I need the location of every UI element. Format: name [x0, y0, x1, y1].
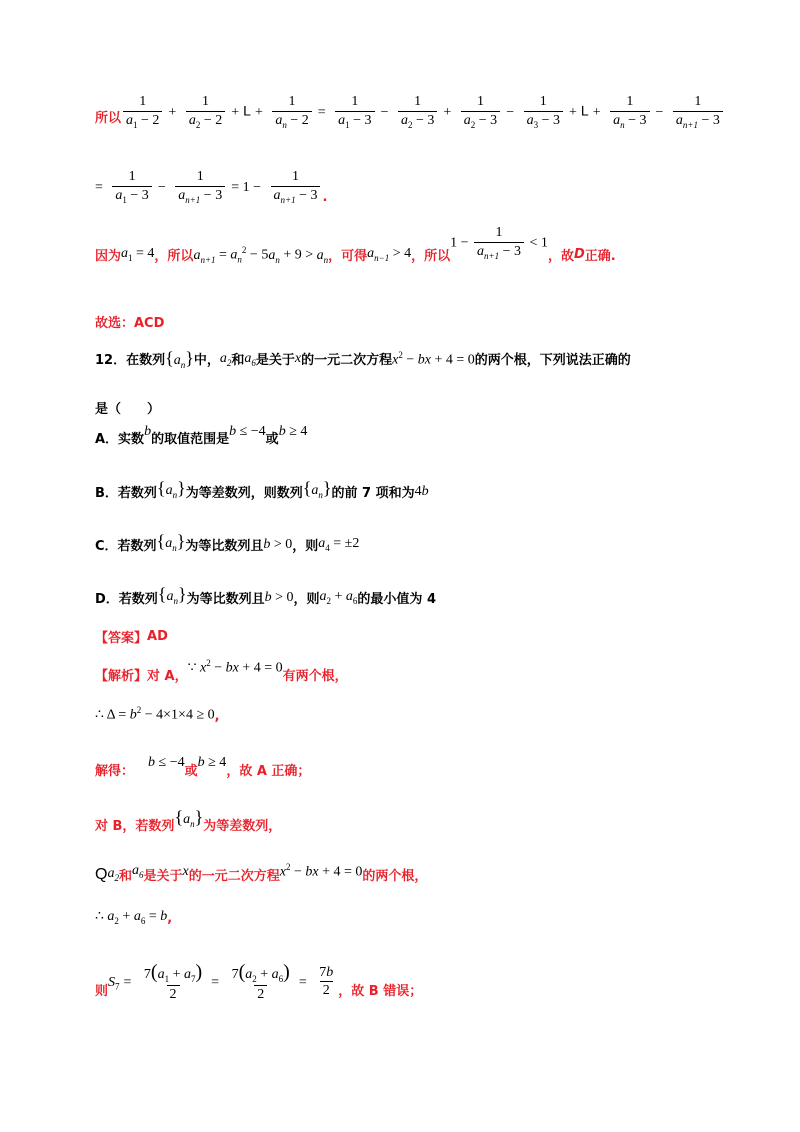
option-d-text-2: 的最小值为 4	[357, 592, 436, 607]
solve-label: 解得：	[95, 764, 135, 779]
answer-choice-text: 故选：ACD	[95, 316, 165, 331]
analysis-roots	[95, 862, 428, 884]
has-two-roots: 有两个根，	[282, 669, 348, 684]
for-b-label: 对 B，若数列	[95, 819, 175, 834]
solve-b-le: b ≤ −4	[148, 754, 185, 770]
b-gt-0: b > 0	[263, 536, 293, 552]
option-a	[95, 423, 308, 447]
solve-b-ge: b ≥ 4	[197, 754, 227, 770]
q12-tail: 的两个根，下列说法正确的	[474, 353, 631, 369]
b-le-neg4: b ≤ −4	[229, 423, 266, 439]
a-correct: ，故 A 正确；	[226, 764, 311, 779]
telescoping-sum-line	[95, 95, 725, 130]
option-b-label: B．若数列	[95, 486, 157, 501]
analysis-solve	[95, 754, 311, 779]
sum-equation: ∴ $a_2 + a_6 = b$	[95, 909, 168, 926]
seq-an-b: $\{a_n\}$	[156, 477, 186, 500]
and-analysis: 和	[118, 869, 132, 884]
analysis-for-b	[95, 806, 282, 834]
because-equation: ∵ $x^2$ − bx + 4 = 0	[187, 658, 283, 676]
option-d	[95, 583, 436, 607]
four-b: 4b	[414, 483, 429, 499]
telescoping-result: = $\frac{1}{a_1 - 3}$ − $\frac{1}{a_{n+1} - 3}$ = 1 − $\frac{1}{a_{n+1} - 3}$	[95, 170, 322, 205]
so-label-3: ，所以	[411, 249, 451, 265]
q12-blank: 是（ ）	[95, 402, 161, 417]
q-glyph: Q	[95, 865, 108, 883]
therefore-label: ，故	[547, 249, 574, 265]
b-gt-0-d: b > 0	[264, 589, 294, 605]
or-label-2: 或	[184, 764, 198, 779]
question-12-line-2	[95, 398, 160, 417]
comma: ,	[214, 708, 220, 724]
because-line	[95, 225, 616, 265]
then-label-c: ，则	[292, 539, 319, 554]
for-a-label: 对 A，	[147, 669, 188, 684]
answer-value: AD	[147, 629, 168, 644]
a2-analysis: $a_2$	[107, 866, 119, 883]
option-c-text: 为等比数列且	[185, 539, 264, 554]
delta-inequality: ∴ $\Delta = b^2 - 4\times 1\times 4 \ge 0$	[95, 705, 215, 723]
less-than-one: 1 − $\frac{1}{a_{n+1} - 3}$ < 1	[450, 225, 548, 261]
comma-2: ,	[167, 910, 173, 926]
b-ge-4: b ≥ 4	[278, 423, 308, 439]
b-wrong: ，故 B 错误；	[338, 984, 423, 1000]
telescoping-result-line	[95, 170, 327, 205]
an-greater-4: $a_{n-1} > 4$	[367, 246, 412, 264]
then-label: 则	[95, 984, 109, 1000]
option-b	[95, 477, 429, 501]
ellipsis-l-2: L	[580, 102, 589, 119]
period: .	[322, 189, 328, 205]
a1-equals-4: $a_1 = 4$	[121, 246, 155, 264]
x-variable: x	[294, 350, 302, 366]
because-label: 因为	[95, 249, 122, 265]
ellipsis-l: L	[243, 102, 251, 119]
option-b-text: 为等差数列，则数列	[185, 486, 303, 501]
two-roots-analysis: 的两个根，	[362, 869, 428, 884]
correct-label: 正确.	[584, 249, 616, 265]
equation-label: 的一元二次方程	[301, 353, 393, 369]
about-label: 是关于	[255, 353, 295, 369]
seq-an-c: $\{a_n\}$	[156, 530, 186, 553]
a2-plus-a6: $a_2 + a_6$	[319, 589, 358, 606]
so-label-2: ，所以	[154, 249, 194, 265]
thus-label: ，可得	[328, 249, 368, 265]
option-d-text: 为等比数列且	[186, 592, 265, 607]
analysis-line-1	[95, 658, 348, 684]
q12-middle: 中，	[193, 353, 220, 369]
a6-symbol: $a_6$	[244, 350, 256, 368]
or-label: 或	[265, 432, 279, 447]
option-b-text-2: 的前 7 项和为	[331, 486, 415, 501]
answer-line	[95, 627, 168, 646]
analysis-delta	[95, 705, 220, 724]
option-d-label: D．若数列	[95, 592, 158, 607]
quadratic-equation: $x^2$ − bx + 4 = 0	[392, 349, 475, 368]
x-analysis: x	[182, 863, 189, 879]
then-label-d: ，则	[293, 592, 320, 607]
choose-answer	[95, 312, 164, 331]
analysis-tag: 【解析】	[95, 669, 148, 684]
option-a-text: 的取值范围是	[151, 432, 230, 447]
seq-an-analysis: $\{a_n\}$	[174, 806, 204, 829]
q12-intro: 12．在数列	[95, 353, 166, 369]
answer-tag: 【答案】	[95, 631, 148, 646]
quadratic-analysis: $x^2$ − bx + 4 = 0	[279, 862, 363, 880]
seq-an-b2: $\{a_n\}$	[302, 477, 332, 500]
telescoping-expression: $\frac{1}{a_1 - 2}$ + $\frac{1}{a_2 - 2}$ + L + $\frac{1}{a_n - 2}$ = $\frac{1}{a_1 - 3}$ − $\frac{1}{a_2 - 3}$ + $\frac{1}{a_2 - 3}$ − $\frac{1}{a_3 - 3}$ + L + $\frac{1}{a_n - 3}$ − $\frac{1}{a_{n+1} - 3}$	[121, 95, 725, 130]
about-analysis: 是关于	[143, 869, 183, 884]
so-label: 所以	[95, 110, 122, 126]
a2-symbol: $a_2$	[219, 350, 232, 368]
eq-label-analysis: 的一元二次方程	[188, 869, 280, 884]
b-var: b	[144, 423, 152, 439]
a4-pm2: $a_4 = \pm 2$	[318, 536, 360, 553]
analysis-sum	[95, 908, 172, 926]
question-12-line-1	[95, 348, 631, 370]
seq-an-d: $\{a_n\}$	[157, 583, 187, 606]
option-a-label: A．实数	[95, 432, 145, 447]
option-c	[95, 530, 360, 554]
recurrence-inequality: $a_{n+1} = a_n^2 - 5a_n + 9 > a_n$	[193, 245, 329, 265]
option-d-mark: D	[573, 247, 585, 263]
a6-analysis: $a_6$	[131, 863, 144, 880]
arithmetic-label: 为等差数列，	[203, 819, 282, 834]
s7-formula: $S_7$ = $\frac{7(a_1 + a_7)}{2}$ = $\frac{7(a_2 + a_6)}{2}$ = $\frac{7b}{2}$	[108, 961, 334, 1003]
option-c-label: C．若数列	[95, 539, 157, 554]
and-label: 和	[231, 353, 245, 369]
seq-an: $\{a_n\}$	[165, 348, 194, 370]
analysis-s7	[95, 962, 422, 1003]
